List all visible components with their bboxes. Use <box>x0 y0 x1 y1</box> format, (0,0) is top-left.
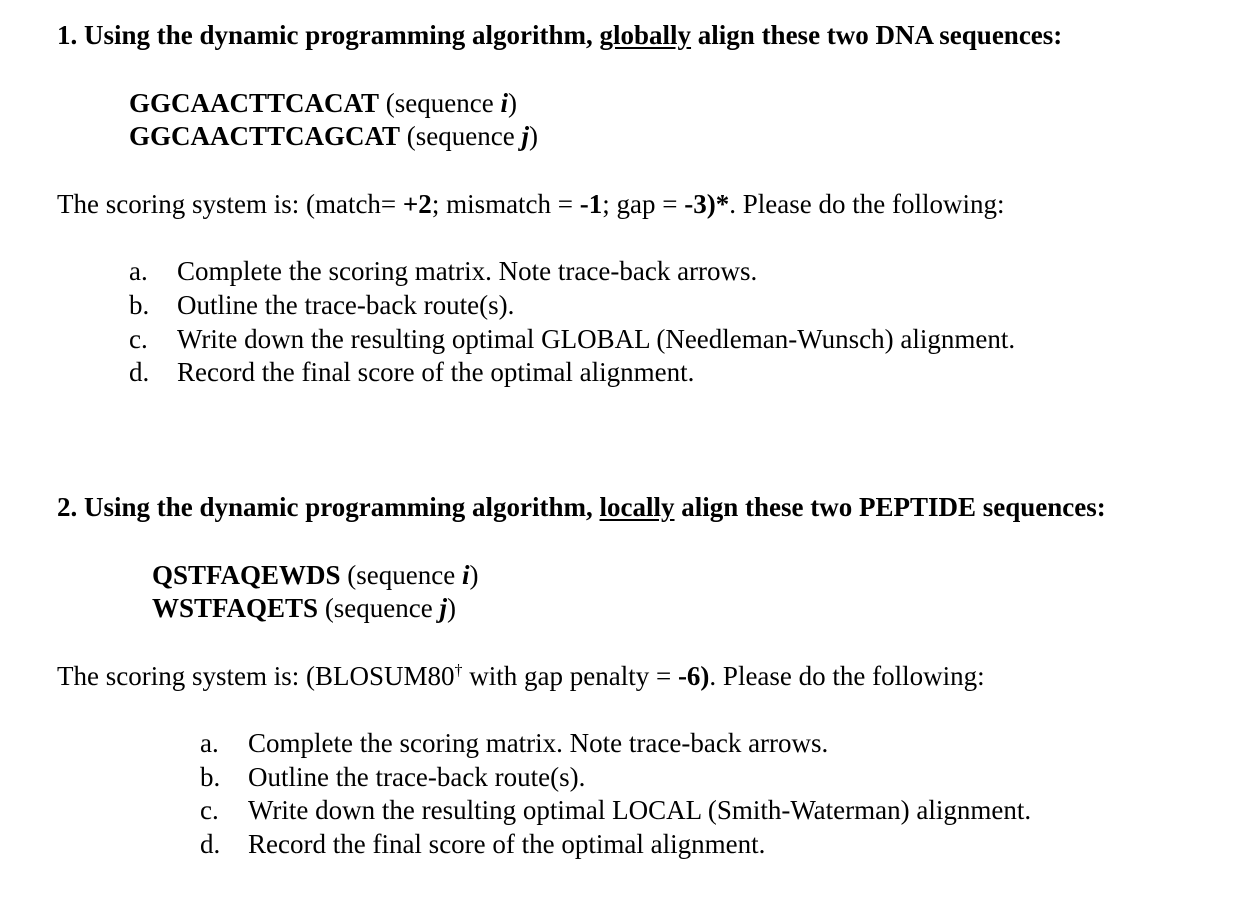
item-text: Write down the resulting optimal LOCAL (Smith-Waterman) alignment. <box>248 795 1032 825</box>
question-1-item-b <box>129 292 514 319</box>
item-marker: d. <box>129 357 150 387</box>
sequence-j-label-close: ) <box>528 121 538 151</box>
sequence-i-var: i <box>461 560 470 590</box>
scoring-gap: -3)* <box>684 189 730 219</box>
question-2-item-b <box>200 764 585 791</box>
item-text: Outline the trace-back route(s). <box>177 290 515 320</box>
item-marker: a. <box>200 728 219 758</box>
question-1-sequence-j <box>129 123 538 150</box>
question-2-heading-emph: locally <box>599 492 675 522</box>
question-1-scoring-system <box>57 191 1004 218</box>
sequence-j-text: WSTFAQETS <box>152 593 319 623</box>
item-text: Complete the scoring matrix. Note trace-back arrows. <box>177 256 758 286</box>
item-marker: b. <box>200 762 221 792</box>
sequence-i-label-close: ) <box>469 560 479 590</box>
sequence-i-text: QSTFAQEWDS <box>152 560 341 590</box>
question-2-item-c <box>200 797 1031 824</box>
item-marker: a. <box>129 256 148 286</box>
sequence-i-label-close: ) <box>507 88 517 118</box>
scoring-pre: The scoring system is: (match= <box>57 189 403 219</box>
scoring-mismatch: -1 <box>579 189 603 219</box>
question-1-item-c <box>129 326 1015 353</box>
question-2-heading-pre: 2. Using the dynamic programming algorithm, <box>57 492 600 522</box>
question-2-sequence-j <box>152 595 456 622</box>
question-1-item-a <box>129 258 757 285</box>
sequence-i-label: (sequence <box>379 88 501 118</box>
question-1-heading <box>57 22 1062 49</box>
item-marker: d. <box>200 829 221 859</box>
sequence-j-var: j <box>521 121 529 151</box>
scoring-match: +2 <box>402 189 432 219</box>
item-text: Complete the scoring matrix. Note trace-back arrows. <box>248 728 829 758</box>
sequence-i-var: i <box>500 88 508 118</box>
item-marker: c. <box>129 324 148 354</box>
sequence-j-label: (sequence <box>400 121 522 151</box>
scoring-post: . Please do the following: <box>709 661 985 691</box>
item-text: Record the final score of the optimal alignment. <box>177 357 695 387</box>
scoring-mid1: ; mismatch = <box>431 189 580 219</box>
question-1-heading-pre: 1. Using the dynamic programming algorithm, <box>57 20 600 50</box>
sequence-i-label: (sequence <box>340 560 462 590</box>
scoring-mid2: ; gap = <box>602 189 685 219</box>
question-1-item-d <box>129 359 694 386</box>
question-2-heading-post: align these two PEPTIDE sequences: <box>674 492 1106 522</box>
scoring-mid: with gap penalty = <box>462 661 678 691</box>
item-text: Write down the resulting optimal GLOBAL (Needleman-Wunsch) alignment. <box>177 324 1016 354</box>
scoring-gap: -6) <box>677 661 710 691</box>
sequence-j-label: (sequence <box>318 593 440 623</box>
sequence-j-label-close: ) <box>447 593 457 623</box>
item-marker: c. <box>200 795 219 825</box>
question-1-heading-emph: globally <box>599 20 692 50</box>
sequence-j-var: j <box>439 593 448 623</box>
question-2-item-a <box>200 730 828 757</box>
question-2-item-d <box>200 831 765 858</box>
dagger-footnote-mark: † <box>454 662 463 679</box>
sequence-i-text: GGCAACTTCACAT <box>129 88 380 118</box>
question-1-sequence-i <box>129 90 517 117</box>
question-2-scoring-system <box>57 663 985 690</box>
item-marker: b. <box>129 290 150 320</box>
item-text: Outline the trace-back route(s). <box>248 762 586 792</box>
sequence-j-text: GGCAACTTCAGCAT <box>129 121 401 151</box>
scoring-post: . Please do the following: <box>729 189 1005 219</box>
question-1-heading-post: align these two DNA sequences: <box>691 20 1063 50</box>
scoring-pre: The scoring system is: (BLOSUM80 <box>57 661 455 691</box>
question-2-sequence-i <box>152 562 479 589</box>
question-2-heading <box>57 494 1106 521</box>
item-text: Record the final score of the optimal alignment. <box>248 829 766 859</box>
